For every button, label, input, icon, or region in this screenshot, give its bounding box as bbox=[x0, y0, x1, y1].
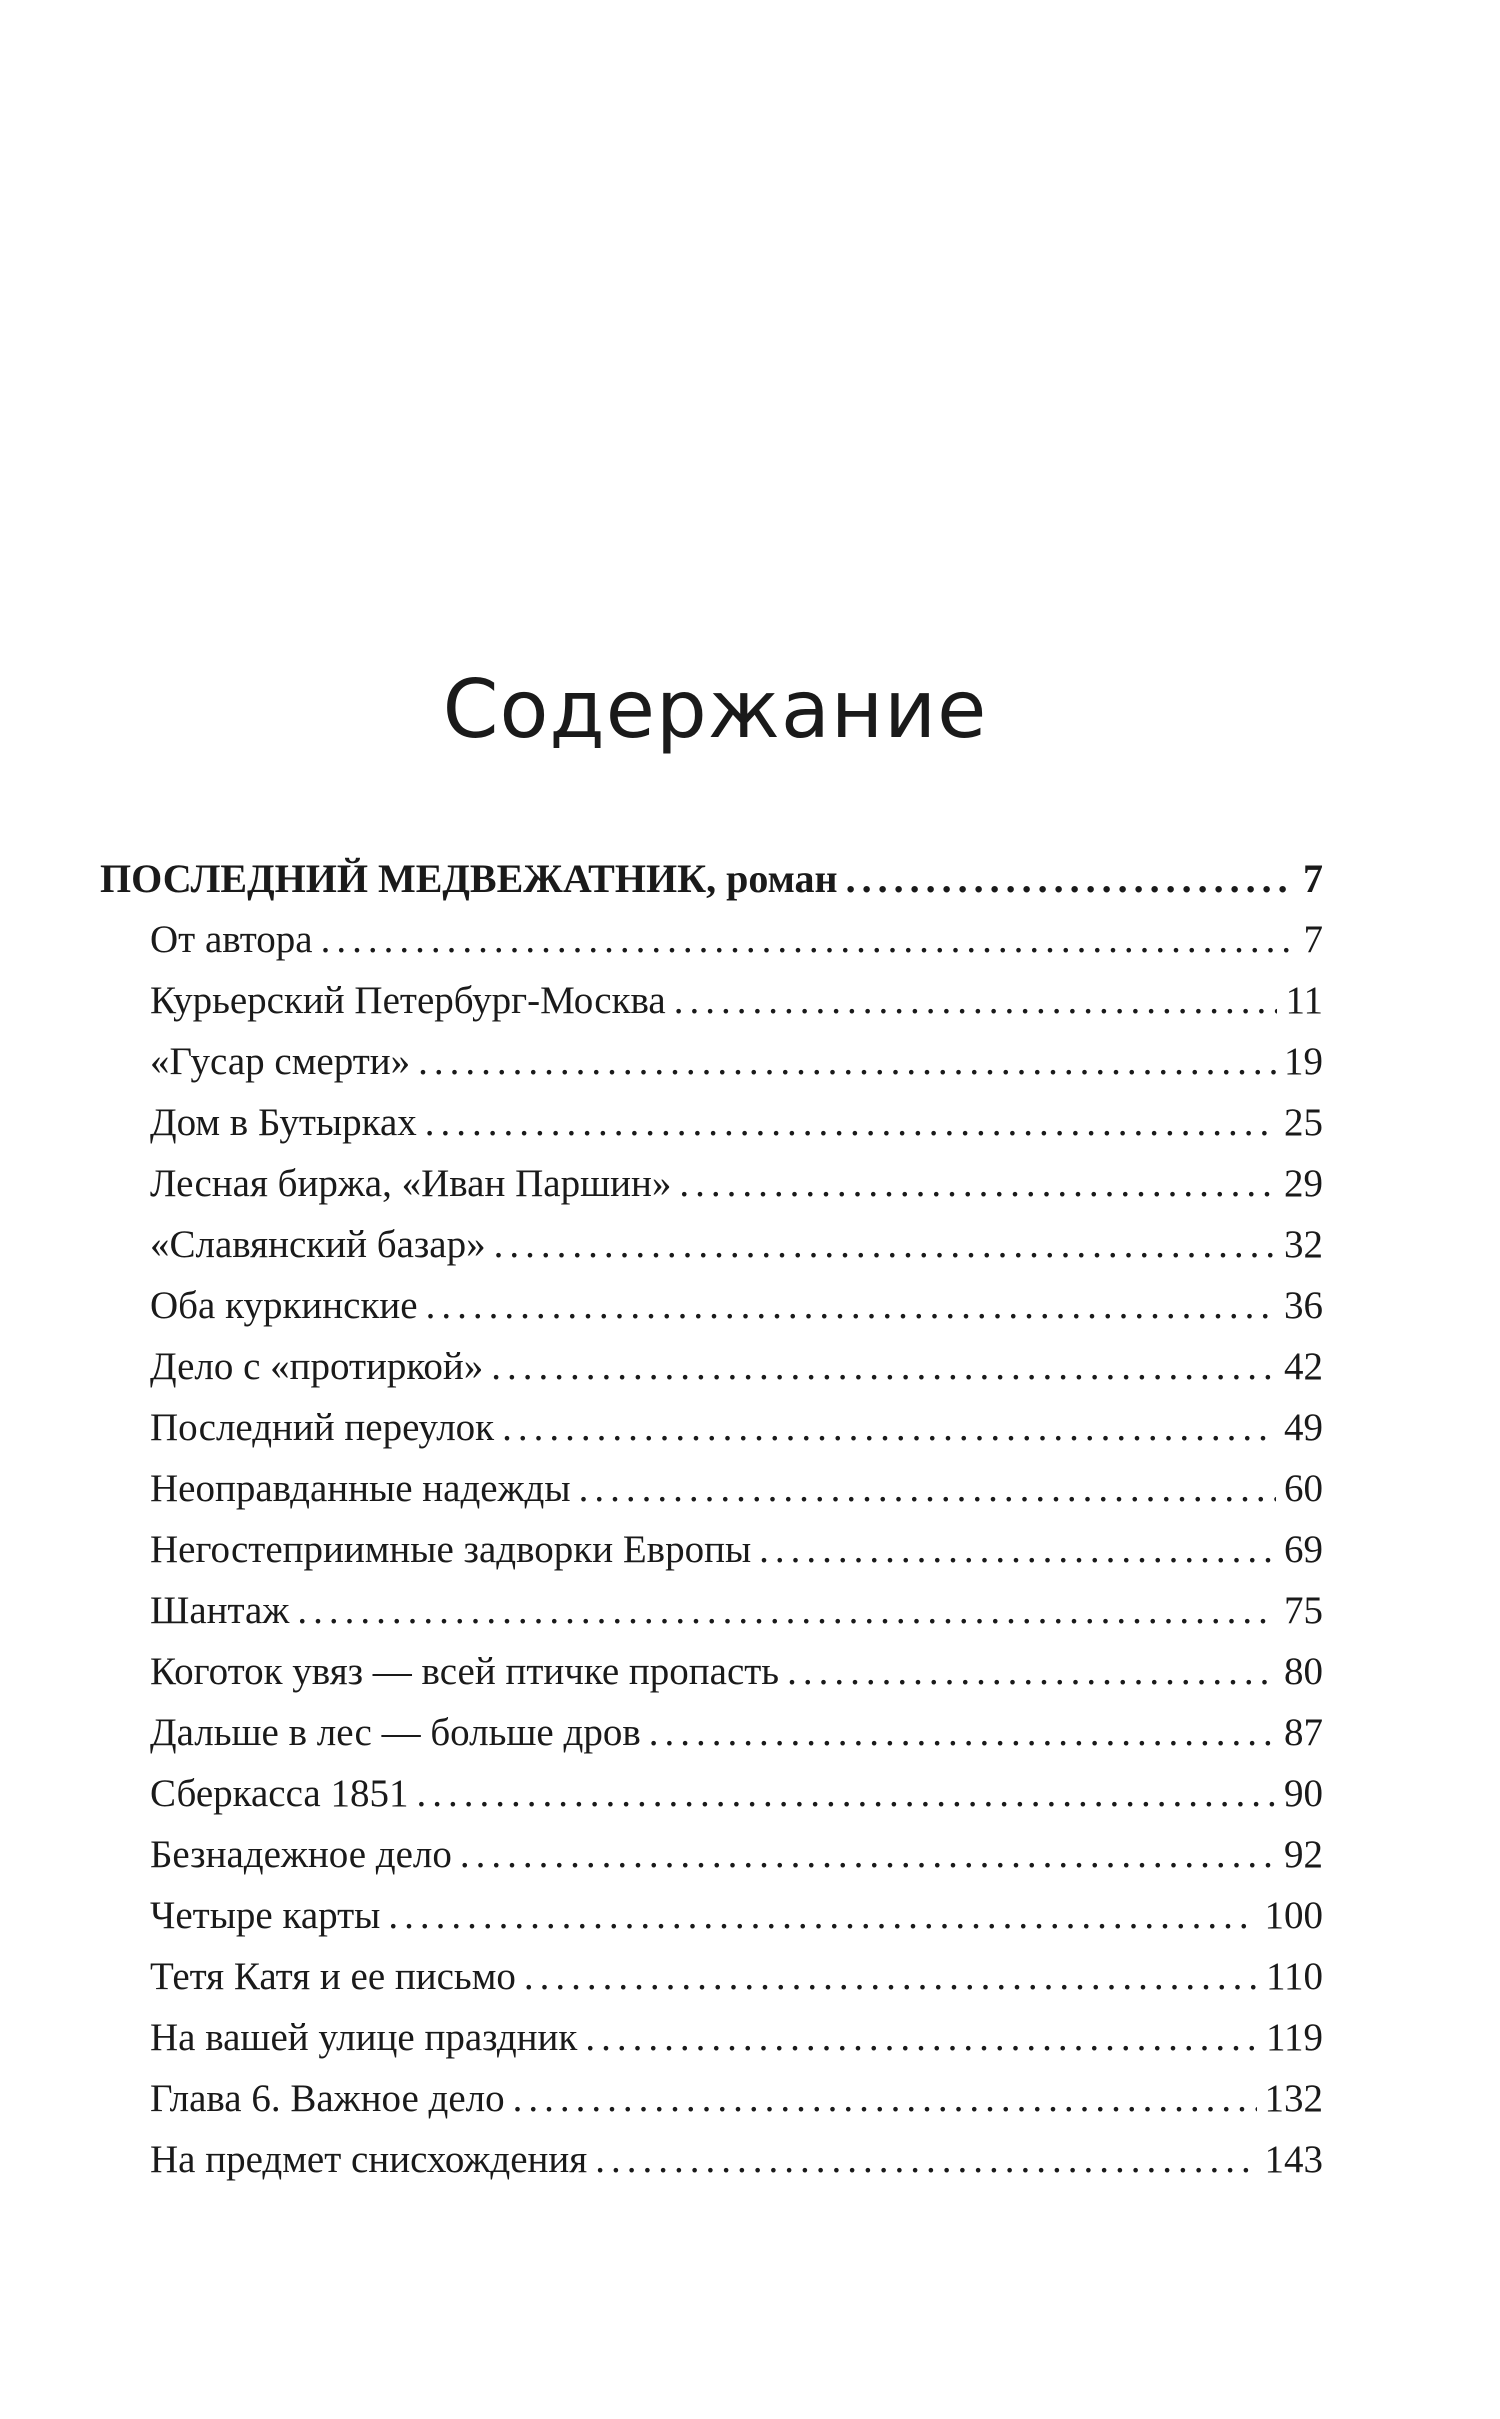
dot-leader bbox=[388, 1885, 1256, 1946]
toc-entry-page: 69 bbox=[1284, 1528, 1323, 1571]
dot-leader bbox=[595, 2129, 1256, 2190]
toc-entry-label: Дело с «протиркой» bbox=[150, 1345, 484, 1388]
dot-leader bbox=[502, 1397, 1276, 1458]
dot-leader bbox=[579, 1458, 1276, 1519]
toc-entry-label: На предмет снисхождения bbox=[150, 2138, 588, 2181]
dot-leader bbox=[297, 1580, 1276, 1641]
dot-leader bbox=[460, 1824, 1276, 1885]
toc-entry[interactable] bbox=[100, 1641, 1323, 1702]
toc-entry[interactable] bbox=[100, 1336, 1323, 1397]
dot-leader bbox=[524, 1946, 1258, 2007]
toc-entry-page: 90 bbox=[1284, 1772, 1323, 1815]
toc-entry-page: 100 bbox=[1264, 1894, 1323, 1937]
toc-entry[interactable] bbox=[100, 1031, 1323, 1092]
toc-entry-label: «Гусар смерти» bbox=[150, 1040, 411, 1083]
dot-leader bbox=[425, 1092, 1276, 1153]
toc-entry-label: Четыре карты bbox=[150, 1894, 381, 1937]
toc-entry-label: Оба куркинские bbox=[150, 1284, 418, 1327]
table-of-contents bbox=[100, 848, 1323, 2190]
dot-leader bbox=[426, 1275, 1276, 1336]
toc-entry-page: 119 bbox=[1265, 2016, 1323, 2059]
dot-leader bbox=[494, 1214, 1276, 1275]
toc-entry-label: Сберкасса 1851 bbox=[150, 1772, 409, 1815]
toc-entry-label: Последний переулок bbox=[150, 1406, 495, 1449]
toc-entry[interactable] bbox=[100, 1092, 1323, 1153]
dot-leader bbox=[513, 2068, 1257, 2129]
dot-leader bbox=[846, 848, 1295, 909]
toc-entry[interactable] bbox=[100, 1458, 1323, 1519]
toc-entry-label: Тетя Катя и ее письмо bbox=[150, 1955, 516, 1998]
dot-leader bbox=[321, 909, 1296, 970]
dot-leader bbox=[585, 2007, 1258, 2068]
dot-leader bbox=[491, 1336, 1276, 1397]
dot-leader bbox=[674, 970, 1278, 1031]
toc-entry[interactable] bbox=[100, 2068, 1323, 2129]
toc-entry-label: Дом в Бутырках bbox=[150, 1101, 417, 1144]
toc-entry-page: 11 bbox=[1285, 979, 1323, 1022]
toc-entry-page: 29 bbox=[1284, 1162, 1323, 1205]
dot-leader bbox=[759, 1519, 1276, 1580]
toc-part-label: ПОСЛЕДНИЙ МЕДВЕЖАТНИК, роман bbox=[100, 856, 838, 901]
toc-entry[interactable] bbox=[100, 909, 1323, 970]
toc-entry-label: Безнадежное дело bbox=[150, 1833, 452, 1876]
dot-leader bbox=[416, 1763, 1276, 1824]
toc-entry[interactable] bbox=[100, 1519, 1323, 1580]
toc-entry-label: Дальше в лес — больше дров bbox=[150, 1711, 641, 1754]
toc-entry[interactable] bbox=[100, 970, 1323, 1031]
toc-entry-label: «Славянский базар» bbox=[150, 1223, 486, 1266]
toc-entry-label: Курьерский Петербург-Москва bbox=[150, 979, 666, 1022]
toc-part-page: 7 bbox=[1303, 856, 1323, 901]
toc-entry[interactable] bbox=[100, 1580, 1323, 1641]
toc-entry-page: 25 bbox=[1284, 1101, 1323, 1144]
toc-entry-page: 132 bbox=[1264, 2077, 1323, 2120]
toc-entry-page: 143 bbox=[1264, 2138, 1323, 2181]
toc-entry-label: От автора bbox=[150, 918, 313, 961]
toc-entry-label: Коготок увяз — всей птичке пропасть bbox=[150, 1650, 780, 1693]
toc-entry[interactable] bbox=[100, 1885, 1323, 1946]
toc-entry-label: Глава 6. Важное дело bbox=[150, 2077, 505, 2120]
toc-entry[interactable] bbox=[100, 2007, 1323, 2068]
toc-entry-page: 92 bbox=[1284, 1833, 1323, 1876]
toc-entry-page: 60 bbox=[1284, 1467, 1323, 1510]
toc-entry-page: 42 bbox=[1284, 1345, 1323, 1388]
toc-entry-label: Шантаж bbox=[150, 1589, 290, 1632]
dot-leader bbox=[649, 1702, 1276, 1763]
toc-entry-page: 87 bbox=[1284, 1711, 1323, 1754]
toc-entry-page: 75 bbox=[1284, 1589, 1323, 1632]
toc-entry-page: 7 bbox=[1303, 918, 1323, 961]
toc-entry[interactable] bbox=[100, 1946, 1323, 2007]
toc-entry-page: 32 bbox=[1284, 1223, 1323, 1266]
toc-entry-page: 19 bbox=[1284, 1040, 1323, 1083]
toc-entry[interactable] bbox=[100, 1702, 1323, 1763]
toc-entry-label: Неоправданные надежды bbox=[150, 1467, 571, 1510]
toc-entry-label: На вашей улице праздник bbox=[150, 2016, 578, 2059]
toc-entry[interactable] bbox=[100, 1763, 1323, 1824]
dot-leader bbox=[418, 1031, 1276, 1092]
toc-entry[interactable] bbox=[100, 1153, 1323, 1214]
dot-leader bbox=[787, 1641, 1276, 1702]
toc-entry-page: 110 bbox=[1265, 1955, 1323, 1998]
toc-entry[interactable] bbox=[100, 1214, 1323, 1275]
toc-entry-page: 36 bbox=[1284, 1284, 1323, 1327]
toc-entry-page: 49 bbox=[1284, 1406, 1323, 1449]
toc-part-heading[interactable] bbox=[100, 848, 1323, 909]
toc-entry-label: Лесная биржа, «Иван Паршин» bbox=[150, 1162, 672, 1205]
toc-entry[interactable] bbox=[100, 2129, 1323, 2190]
toc-entry[interactable] bbox=[100, 1824, 1323, 1885]
toc-entry[interactable] bbox=[100, 1275, 1323, 1336]
page-title: Содержание bbox=[442, 663, 988, 756]
toc-entry-page: 80 bbox=[1284, 1650, 1323, 1693]
toc-entry-label: Негостеприимные задворки Европы bbox=[150, 1528, 752, 1571]
dot-leader bbox=[679, 1153, 1276, 1214]
toc-entry[interactable] bbox=[100, 1397, 1323, 1458]
